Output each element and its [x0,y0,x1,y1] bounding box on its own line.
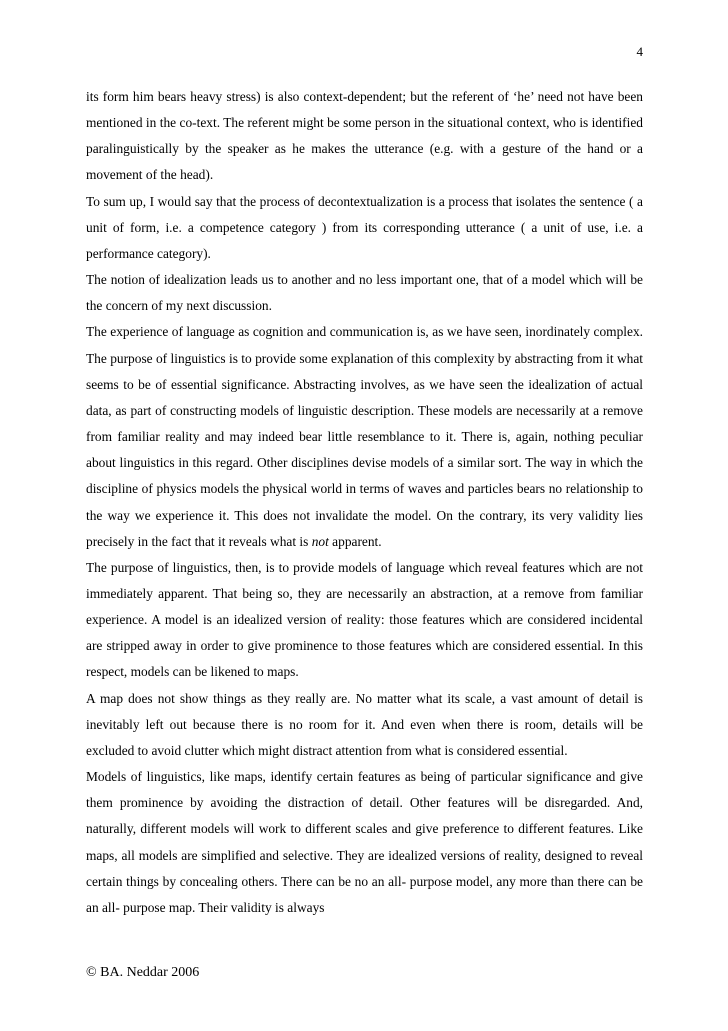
paragraph-7: Models of linguistics, like maps, identify certain features as being of particular significance and give them prominence by avoiding the distraction of detail. Other features will be disregarded. And, naturally, different models will work to different scales and give preference to different features. Like maps, all models are simplified and selective. They are idealized versions of reality, designed to reveal certain things by concealing others. There can be no an all- purpose model, any more than there can be an all- purpose map. Their validity is always [86,769,643,915]
paragraph-4-emphasis: not [311,533,329,549]
page-number: 4 [636,44,643,59]
body-text [86,84,643,921]
paragraph-2: To sum up, I would say that the process of decontextualization is a process that isolates the sentence ( a unit of form, i.e. a competence category ) from its corresponding utterance ( a unit of use, i.e. a performance category). [86,193,643,261]
paragraph-4 [86,319,643,554]
paragraph-4-text-before: The experience of language as cognition and communication is, as we have seen, inordinately complex. The purpose of linguistics is to provide some explanation of this complexity by abstracting from it what seems to be of essential significance. Abstracting involves, as we have seen the idealization of actual data, as part of constructing models of linguistic description. These models are necessarily at a remove from familiar reality and may indeed bear little resemblance to it. There is, again, nothing peculiar about linguistics in this regard. Other disciplines devise models of a similar sort. The way in which the discipline of physics models the physical world in terms of waves and particles bears no relationship to the way we experience it. This does not invalidate the model. On the contrary, its very validity lies precisely in the fact that it reveals what is [86,324,643,549]
paragraph-3: The notion of idealization leads us to another and no less important one, that of a model which will be the concern of my next discussion. [86,272,643,314]
paragraph-5: The purpose of linguistics, then, is to provide models of language which reveal features which are not immediately apparent. That being so, they are necessarily an abstraction, at a remove from familiar experience. A model is an idealized version of reality: those features which are considered incidental are stripped away in order to give prominence to those features which are considered essential. In this respect, models can be likened to maps. [86,559,643,680]
paragraph-6: A map does not show things as they really are. No matter what its scale, a vast amount of detail is inevitably left out because there is no room for it. And even when there is room, details will be excluded to avoid clutter which might distract attention from what is considered essential. [86,690,643,758]
paragraph-1: its form him bears heavy stress) is also context-dependent; but the referent of ‘he’ need not have been mentioned in the co-text. The referent might be some person in the situational context, who is identified paralinguistically by the speaker as he makes the utterance (e.g. with a gesture of the hand or a movement of the head). [86,89,643,183]
copyright-footer: © BA. Neddar 2006 [86,965,200,980]
paragraph-4-text-after: apparent. [328,533,382,549]
